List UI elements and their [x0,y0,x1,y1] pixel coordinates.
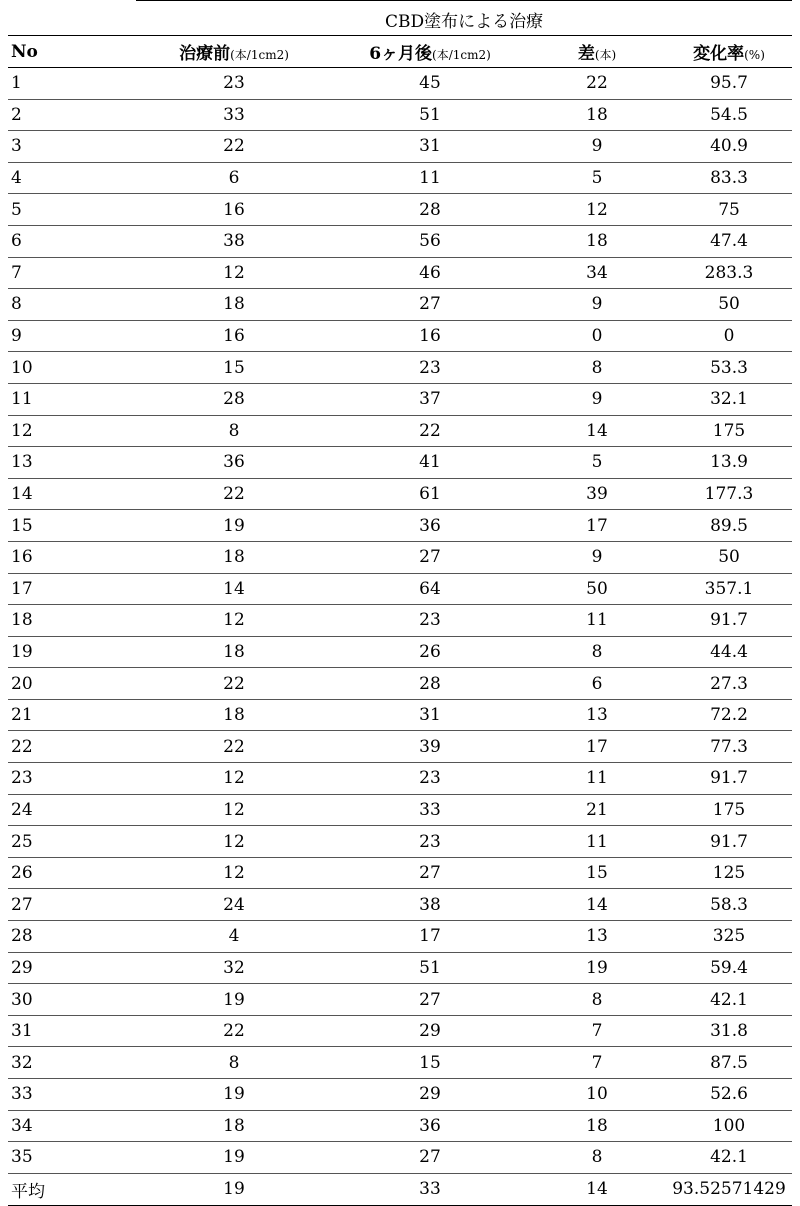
cell-diff: 13 [528,699,666,731]
cell-diff: 8 [528,1142,666,1174]
table-row [8,131,792,163]
cell-before: 16 [136,194,332,226]
cell-after: 36 [332,510,528,542]
table-row [8,794,792,826]
cell-no: 29 [8,952,136,984]
group-title: CBD塗布による治療 [136,1,792,36]
cell-before: 19 [136,1079,332,1111]
cell-rate: 91.7 [666,763,792,795]
average-label: 平均 [8,1173,136,1205]
table-row [8,826,792,858]
cell-rate: 32.1 [666,383,792,415]
cell-rate: 47.4 [666,225,792,257]
cell-diff: 17 [528,510,666,542]
table-row [8,1047,792,1079]
cell-rate: 53.3 [666,352,792,384]
cell-diff: 9 [528,131,666,163]
cell-after: 64 [332,573,528,605]
table-row [8,731,792,763]
cell-after: 27 [332,1142,528,1174]
cell-before: 22 [136,131,332,163]
cell-no: 22 [8,731,136,763]
cell-after: 51 [332,952,528,984]
cell-diff: 21 [528,794,666,826]
table-row [8,1142,792,1174]
table-row [8,1079,792,1111]
cell-no: 25 [8,826,136,858]
cell-no: 4 [8,162,136,194]
cell-after: 23 [332,763,528,795]
cell-after: 27 [332,857,528,889]
cell-before: 22 [136,668,332,700]
table-row [8,921,792,953]
cell-before: 12 [136,794,332,826]
header-before-label: 治療前 [179,44,231,64]
table-row [8,668,792,700]
cell-rate: 325 [666,921,792,953]
average-row [8,1173,792,1205]
cell-no: 30 [8,984,136,1016]
cell-after: 27 [332,289,528,321]
cell-diff: 5 [528,447,666,479]
cell-after: 36 [332,1110,528,1142]
cell-rate: 100 [666,1110,792,1142]
cell-diff: 9 [528,541,666,573]
cell-rate: 91.7 [666,826,792,858]
cell-no: 6 [8,225,136,257]
cell-no: 24 [8,794,136,826]
cell-after: 46 [332,257,528,289]
cell-rate: 77.3 [666,731,792,763]
cell-rate: 13.9 [666,447,792,479]
header-diff-unit: (本) [594,48,617,62]
cell-rate: 0 [666,320,792,352]
cell-diff: 14 [528,889,666,921]
cell-diff: 18 [528,225,666,257]
table-row [8,889,792,921]
average-rate: 93.52571429 [666,1173,792,1205]
cell-before: 33 [136,99,332,131]
table-body [8,68,792,1174]
cell-no: 32 [8,1047,136,1079]
cell-no: 3 [8,131,136,163]
cell-after: 56 [332,225,528,257]
cell-before: 32 [136,952,332,984]
cell-diff: 12 [528,194,666,226]
cell-after: 15 [332,1047,528,1079]
header-after-label: 6ヶ月後 [369,44,433,64]
cell-diff: 14 [528,415,666,447]
table-row [8,415,792,447]
group-header-row [8,1,792,36]
header-before-unit: (本/1cm2) [230,48,289,62]
table-row [8,320,792,352]
cell-diff: 11 [528,763,666,795]
cell-no: 15 [8,510,136,542]
table-row [8,1015,792,1047]
cell-after: 41 [332,447,528,479]
table-row [8,636,792,668]
cell-diff: 18 [528,1110,666,1142]
cell-no: 20 [8,668,136,700]
cell-rate: 91.7 [666,605,792,637]
cell-after: 29 [332,1015,528,1047]
cell-after: 51 [332,99,528,131]
table-row [8,573,792,605]
table-row [8,162,792,194]
table-row [8,352,792,384]
cell-diff: 34 [528,257,666,289]
cell-no: 33 [8,1079,136,1111]
cell-diff: 39 [528,478,666,510]
cell-after: 17 [332,921,528,953]
cell-diff: 10 [528,1079,666,1111]
table-row [8,699,792,731]
cell-before: 6 [136,162,332,194]
cell-rate: 175 [666,415,792,447]
cell-no: 27 [8,889,136,921]
cell-rate: 59.4 [666,952,792,984]
cell-after: 28 [332,668,528,700]
cell-after: 23 [332,826,528,858]
cell-before: 24 [136,889,332,921]
table-row [8,225,792,257]
header-no [8,36,136,68]
cell-rate: 40.9 [666,131,792,163]
cell-after: 26 [332,636,528,668]
cell-diff: 11 [528,605,666,637]
cell-no: 21 [8,699,136,731]
cell-diff: 18 [528,99,666,131]
cell-rate: 42.1 [666,1142,792,1174]
cell-before: 12 [136,857,332,889]
header-after [332,36,528,68]
cell-before: 36 [136,447,332,479]
cell-before: 19 [136,984,332,1016]
cell-before: 15 [136,352,332,384]
cell-diff: 19 [528,952,666,984]
cell-no: 23 [8,763,136,795]
cell-rate: 83.3 [666,162,792,194]
cell-no: 1 [8,68,136,100]
header-rate-unit: (%) [744,48,765,62]
cell-after: 23 [332,605,528,637]
header-diff-label: 差 [577,44,595,64]
table-row [8,857,792,889]
cell-after: 11 [332,162,528,194]
cell-no: 2 [8,99,136,131]
cell-diff: 8 [528,984,666,1016]
cell-after: 23 [332,352,528,384]
table-row [8,605,792,637]
table-row [8,447,792,479]
cell-diff: 11 [528,826,666,858]
cell-diff: 0 [528,320,666,352]
table-row [8,194,792,226]
cell-after: 33 [332,794,528,826]
cell-before: 18 [136,699,332,731]
table-row [8,984,792,1016]
header-no-label: No [11,41,38,62]
cell-no: 13 [8,447,136,479]
cell-after: 27 [332,984,528,1016]
cell-before: 23 [136,68,332,100]
table-row [8,510,792,542]
cell-no: 11 [8,383,136,415]
cell-after: 31 [332,699,528,731]
cell-before: 18 [136,1110,332,1142]
cell-diff: 22 [528,68,666,100]
cell-diff: 8 [528,352,666,384]
table-row [8,383,792,415]
cell-diff: 5 [528,162,666,194]
cell-after: 31 [332,131,528,163]
cell-rate: 72.2 [666,699,792,731]
cell-after: 38 [332,889,528,921]
table-row [8,1110,792,1142]
cell-no: 35 [8,1142,136,1174]
cell-rate: 125 [666,857,792,889]
cell-rate: 87.5 [666,1047,792,1079]
cell-before: 8 [136,1047,332,1079]
cell-before: 22 [136,478,332,510]
cell-before: 38 [136,225,332,257]
cell-no: 28 [8,921,136,953]
cell-before: 18 [136,289,332,321]
cell-diff: 6 [528,668,666,700]
cell-no: 31 [8,1015,136,1047]
cell-rate: 75 [666,194,792,226]
cell-before: 19 [136,510,332,542]
header-before [136,36,332,68]
table-row [8,952,792,984]
cell-after: 37 [332,383,528,415]
cell-diff: 17 [528,731,666,763]
cell-no: 18 [8,605,136,637]
cell-after: 61 [332,478,528,510]
cell-rate: 58.3 [666,889,792,921]
cell-diff: 9 [528,383,666,415]
cell-diff: 8 [528,636,666,668]
cell-no: 5 [8,194,136,226]
cell-rate: 177.3 [666,478,792,510]
cell-rate: 89.5 [666,510,792,542]
cell-before: 14 [136,573,332,605]
cell-diff: 50 [528,573,666,605]
cell-before: 22 [136,1015,332,1047]
cell-before: 16 [136,320,332,352]
header-rate [666,36,792,68]
cell-no: 10 [8,352,136,384]
cell-no: 8 [8,289,136,321]
cell-after: 39 [332,731,528,763]
header-diff [528,36,666,68]
cell-diff: 13 [528,921,666,953]
cell-after: 22 [332,415,528,447]
cell-after: 28 [332,194,528,226]
cell-before: 8 [136,415,332,447]
cell-after: 45 [332,68,528,100]
table-row [8,257,792,289]
cell-rate: 283.3 [666,257,792,289]
cell-before: 12 [136,826,332,858]
cell-diff: 7 [528,1047,666,1079]
cell-rate: 175 [666,794,792,826]
cell-rate: 52.6 [666,1079,792,1111]
average-diff: 14 [528,1173,666,1205]
cell-before: 28 [136,383,332,415]
cell-before: 12 [136,257,332,289]
cell-after: 16 [332,320,528,352]
cell-no: 16 [8,541,136,573]
cell-no: 34 [8,1110,136,1142]
cell-rate: 31.8 [666,1015,792,1047]
table-row [8,478,792,510]
cell-before: 18 [136,636,332,668]
cell-rate: 95.7 [666,68,792,100]
cell-rate: 42.1 [666,984,792,1016]
cell-no: 26 [8,857,136,889]
average-after: 33 [332,1173,528,1205]
column-header-row [8,36,792,68]
table-row [8,68,792,100]
cell-rate: 50 [666,289,792,321]
average-before: 19 [136,1173,332,1205]
header-after-unit: (本/1cm2) [432,48,491,62]
table-row [8,99,792,131]
cell-no: 9 [8,320,136,352]
cell-diff: 7 [528,1015,666,1047]
cell-before: 22 [136,731,332,763]
cell-before: 4 [136,921,332,953]
cell-no: 17 [8,573,136,605]
cbd-treatment-table [8,0,792,1206]
table-row [8,763,792,795]
cell-no: 14 [8,478,136,510]
cell-no: 19 [8,636,136,668]
header-rate-label: 変化率 [693,44,745,64]
cell-no: 7 [8,257,136,289]
cell-rate: 357.1 [666,573,792,605]
cell-before: 12 [136,763,332,795]
cell-rate: 44.4 [666,636,792,668]
cell-before: 12 [136,605,332,637]
cell-diff: 9 [528,289,666,321]
table-row [8,541,792,573]
cell-rate: 50 [666,541,792,573]
table-row [8,289,792,321]
cell-no: 12 [8,415,136,447]
cell-rate: 27.3 [666,668,792,700]
cell-before: 18 [136,541,332,573]
cell-diff: 15 [528,857,666,889]
cell-rate: 54.5 [666,99,792,131]
cell-before: 19 [136,1142,332,1174]
cell-after: 29 [332,1079,528,1111]
group-header-spacer [8,1,136,36]
cell-after: 27 [332,541,528,573]
